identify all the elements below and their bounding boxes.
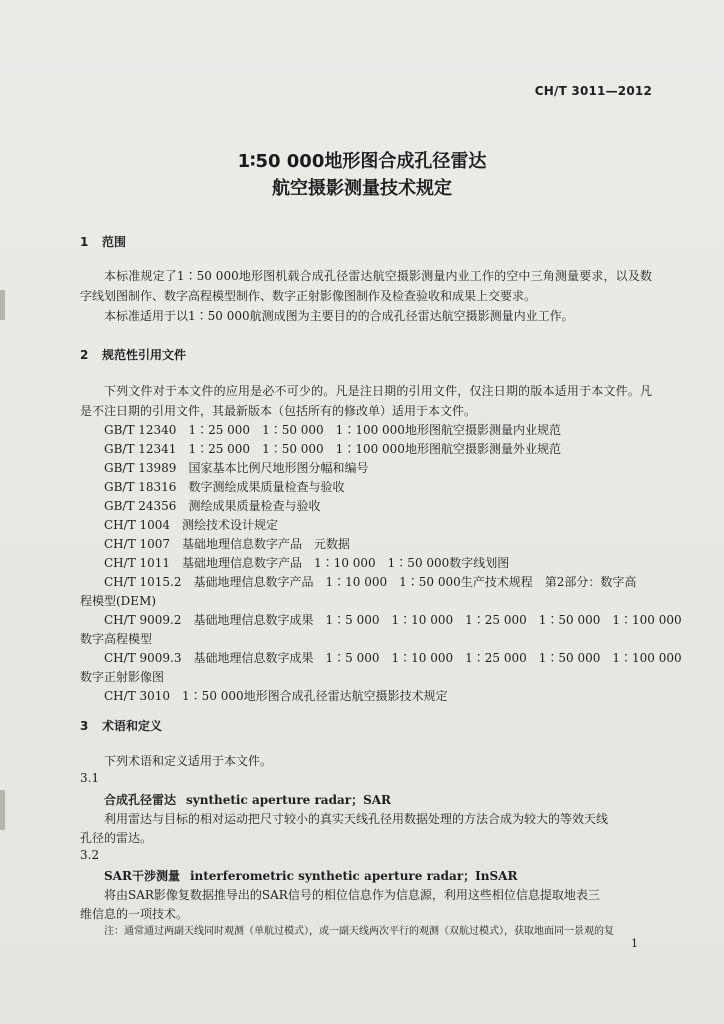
term-chinese: SAR干涉测量 <box>104 869 180 883</box>
term-title <box>104 791 391 808</box>
paragraph: 下列文件对于本文件的应用是必不可少的。凡是注日期的引用文件，仅注日期的版本适用于本文件。凡是不注日期的引用文件，其最新版本（包括所有的修改单）适用于本文件。 <box>80 384 652 418</box>
section-number: 1 <box>80 235 89 249</box>
term-definition: 利用雷达与目标的相对运动把尺寸较小的真实天线孔径用数据处理的方法合成为较大的等效天线 <box>104 812 609 826</box>
term-chinese: 合成孔径雷达 <box>104 793 177 807</box>
reference-item: GB/T 12340 1∶25 000 1∶50 000 1∶100 000地形图航空摄影测量内业规范 <box>104 423 561 437</box>
section-heading <box>80 346 186 363</box>
section-title: 规范性引用文件 <box>102 348 187 362</box>
standard-code: CH/T 3011—2012 <box>534 84 652 98</box>
paragraph: 下列术语和定义适用于本文件。 <box>104 754 273 768</box>
reference-item: CH/T 1007 基础地理信息数字产品 元数据 <box>104 537 351 551</box>
reference-item: CH/T 9009.3 基础地理信息数字成果 1∶5 000 1∶10 000 1∶25 000 1∶50 000 1∶100 000 <box>104 651 682 665</box>
term-definition-continued: 孔径的雷达。 <box>80 831 153 845</box>
reference-item-continued: 数字正射影像图 <box>80 670 165 684</box>
paragraph: 本标准适用于以1∶50 000航测成图为主要目的的合成孔径雷达航空摄影测量内业工作。 <box>104 309 574 323</box>
section-heading <box>80 233 126 250</box>
scan-edge-mark <box>0 790 5 830</box>
reference-item: CH/T 1011 基础地理信息数字产品 1∶10 000 1∶50 000数字线划图 <box>104 556 510 570</box>
term-title <box>104 867 517 884</box>
section-heading <box>80 717 162 734</box>
reference-item: CH/T 9009.2 基础地理信息数字成果 1∶5 000 1∶10 000 1∶25 000 1∶50 000 1∶100 000 <box>104 613 682 627</box>
section-number: 2 <box>80 348 89 362</box>
reference-item: GB/T 12341 1∶25 000 1∶50 000 1∶100 000地形图航空摄影测量外业规范 <box>104 442 561 456</box>
reference-item: GB/T 24356 测绘成果质量检查与验收 <box>104 499 321 513</box>
term-number: 3.2 <box>80 848 100 862</box>
page-number: 1 <box>631 937 638 950</box>
scan-edge-mark <box>0 290 5 320</box>
term-english: interferometric synthetic aperture radar；InSAR <box>189 869 518 883</box>
section-title: 术语和定义 <box>102 719 163 733</box>
reference-item: CH/T 1015.2 基础地理信息数字产品 1∶10 000 1∶50 000生产技术规程 第2部分：数字高 <box>104 575 637 589</box>
reference-item: GB/T 18316 数字测绘成果质量检查与验收 <box>104 480 345 494</box>
reference-item-continued: 数字高程模型 <box>80 632 153 646</box>
document-title-line1: 1∶50 000地形图合成孔径雷达 <box>237 151 487 172</box>
reference-item: CH/T 1004 测绘技术设计规定 <box>104 518 279 532</box>
term-definition: 将由SAR影像复数据推导出的SAR信号的相位信息作为信息源，利用这些相位信息提取地表三 <box>104 888 600 902</box>
term-number: 3.1 <box>80 771 100 785</box>
term-english: synthetic aperture radar；SAR <box>186 793 392 807</box>
reference-item: GB/T 13989 国家基本比例尺地形图分幅和编号 <box>104 461 369 475</box>
term-definition-continued: 维信息的一项技术。 <box>80 907 189 921</box>
reference-item: CH/T 3010 1∶50 000地形图合成孔径雷达航空摄影技术规定 <box>104 689 448 703</box>
section-number: 3 <box>80 719 89 733</box>
note: 注：通常通过两副天线同时观测（单航过模式），或一副天线两次平行的观测（双航过模式），获取地面同一景观的复 <box>104 926 614 937</box>
reference-item-continued: 程模型(DEM) <box>80 594 157 608</box>
section-title: 范围 <box>102 235 127 249</box>
document-title-line2: 航空摄影测量技术规定 <box>272 178 452 199</box>
paragraph: 本标准规定了1∶50 000地形图机载合成孔径雷达航空摄影测量内业工作的空中三角测量要求，以及数字线划图制作、数字高程模型制作、数字正射影像图制作及检查验收和成果上交要求。 <box>80 269 652 303</box>
